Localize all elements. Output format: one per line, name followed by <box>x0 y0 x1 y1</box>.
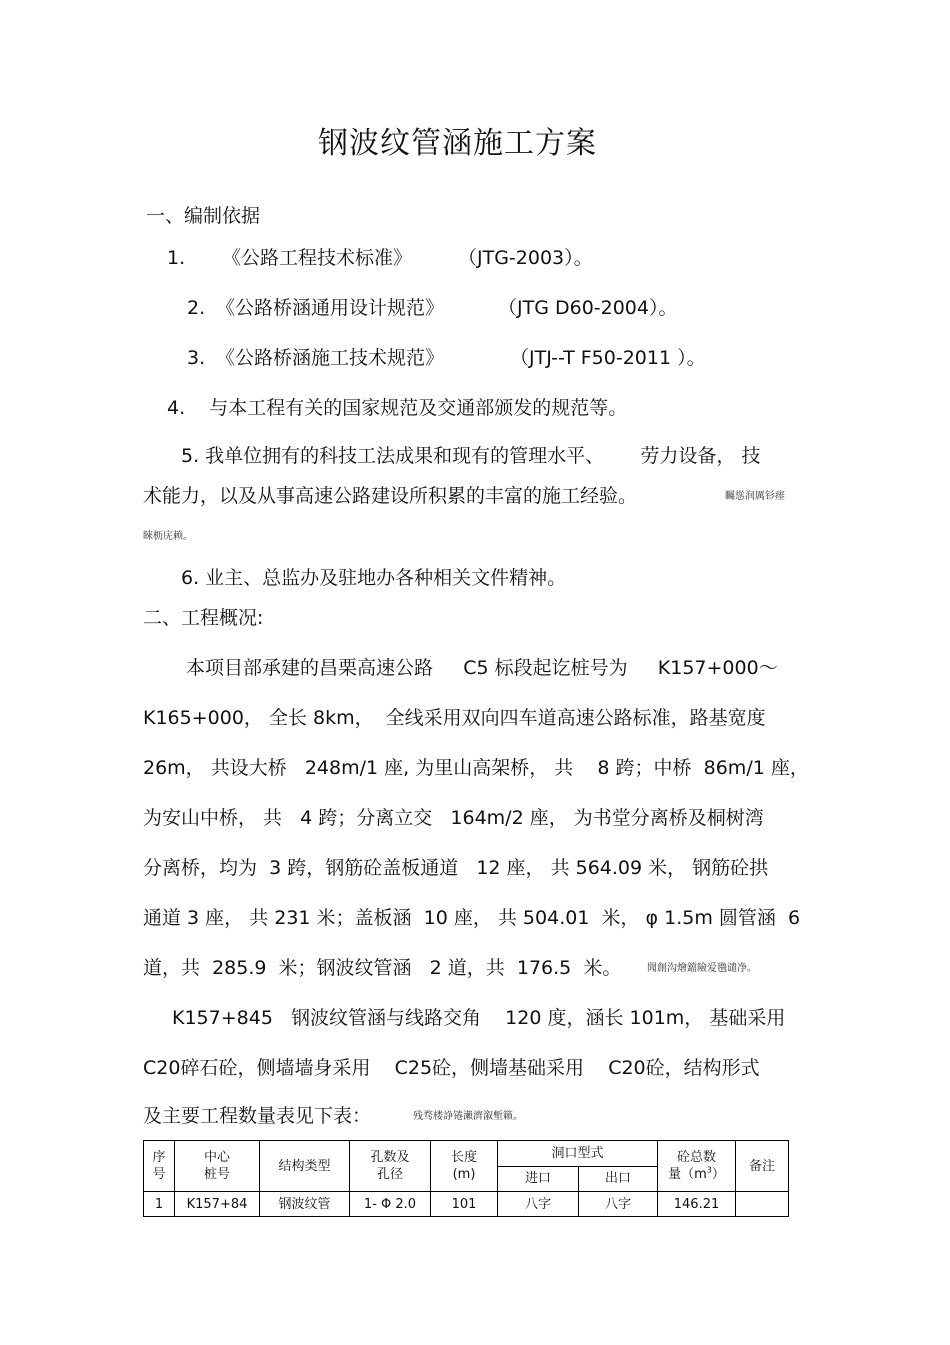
culvert-line-2: C20碎石砼，侧墙墙身采用 C25砼，侧墙基础采用 C20砼，结构形式 <box>143 1057 760 1079</box>
cell-holes: 1- Φ 2.0 <box>350 1192 431 1217</box>
overview-line-7: 道，共 285.9 米；钢波纹管涵 2 道，共 176.5 米。 <box>143 957 622 979</box>
ref-item-4: 4. 与本工程有关的国家规范及交通部颁发的规范等。 <box>167 397 628 419</box>
cell-remark <box>736 1192 789 1217</box>
ref-item-5-line3: 睞枥庑赖。 <box>143 531 193 542</box>
ref-item-6: 6. 业主、总监办及驻地办各种相关文件精神。 <box>181 567 567 589</box>
document-title: 钢波纹管涵施工方案 <box>318 126 597 161</box>
header-structure-type: 结构类型 <box>260 1141 350 1192</box>
cell-seq: 1 <box>144 1192 175 1217</box>
overview-line-2: K165+000， 全长 8km， 全线采用双向四车道高速公路标准，路基宽度 <box>143 707 766 729</box>
ref-item-3-code: （JTJ--T F50-2011 ）。 <box>510 347 706 369</box>
table-header-row <box>144 1141 789 1167</box>
cell-length: 101 <box>431 1192 498 1217</box>
culvert-line-1: K157+845 钢波纹管涵与线路交角 120 度，涵长 101m， 基础采用 <box>172 1007 786 1029</box>
ref-item-3-num: 3. <box>187 347 206 369</box>
overview-line-6: 通道 3 座， 共 231 米；盖板涵 10 座， 共 504.01 米， φ 1.5m 圆管涵 6 <box>143 907 801 929</box>
ref-item-1-num: 1. <box>167 247 186 269</box>
header-center-station: 中心 桩号 <box>175 1141 260 1192</box>
ref-item-2-num: 2. <box>187 297 206 319</box>
overview-line-3: 26m， 共设大桥 248m/1 座, 为里山高架桥， 共 8 跨；中桥 86m/1 座， <box>143 757 809 779</box>
cell-inlet: 八字 <box>498 1192 579 1217</box>
header-concrete-total: 砼总数 量$(m^3)$ <box>658 1141 736 1192</box>
header-length: 长度 (m) <box>431 1141 498 1192</box>
cell-center-station: K157+84 <box>175 1192 260 1217</box>
header-portal-type: 洞口型式 <box>498 1141 658 1167</box>
section1-heading: 一、编制依据 <box>146 205 261 227</box>
ref-item-1-name: 《公路工程技术标准》 <box>222 247 413 269</box>
ref-item-5-line2: 术能力，以及从事高速公路建设所积累的丰富的施工经验。 <box>143 485 638 507</box>
ref-item-2-code: （JTG D60-2004）。 <box>498 297 678 319</box>
cell-structure-type: 钢波纹管 <box>260 1192 350 1217</box>
culvert-tiny: 残骛楼諍锩瀨濟溆塹籟。 <box>413 1111 523 1122</box>
header-remark: 备注 <box>736 1141 789 1192</box>
overview-tiny: 聞創沟燴鐺險爱氇谴净。 <box>647 963 757 974</box>
overview-line-5: 分离桥，均为 3 跨，钢筋砼盖板通道 12 座， 共 564.09 米， 钢筋砼拱 <box>143 857 769 879</box>
ref-item-5-tiny: 矚慫润厲钐瘗 <box>725 491 785 502</box>
ref-item-2-name: 《公路桥涵通用设计规范》 <box>216 297 445 319</box>
table-row <box>144 1192 789 1217</box>
culvert-line-3: 及主要工程数量表见下表： <box>143 1105 372 1127</box>
cell-outlet: 八字 <box>579 1192 658 1217</box>
overview-line-1: 本项目部承建的昌栗高速公路 C5 标段起讫桩号为 K157+000～ <box>186 657 778 679</box>
cell-concrete-total: 146.21 <box>658 1192 736 1217</box>
overview-line-4: 为安山中桥， 共 4 跨；分离立交 164m/2 座， 为书堂分离桥及桐树湾 <box>143 807 764 829</box>
ref-item-3-name: 《公路桥涵施工技术规范》 <box>216 347 445 369</box>
header-seq: 序 号 <box>144 1141 175 1192</box>
quantity-table <box>143 1140 789 1217</box>
section2-heading: 二、工程概况: <box>143 607 264 629</box>
ref-item-1-code: （JTG-2003）。 <box>458 247 593 269</box>
header-inlet: 进口 <box>498 1166 579 1192</box>
header-holes: 孔数及 孔径 <box>350 1141 431 1192</box>
ref-item-5-line1: 5. 我单位拥有的科技工法成果和现有的管理水平、 劳力设备， 技 <box>181 445 761 467</box>
header-outlet: 出口 <box>579 1166 658 1192</box>
